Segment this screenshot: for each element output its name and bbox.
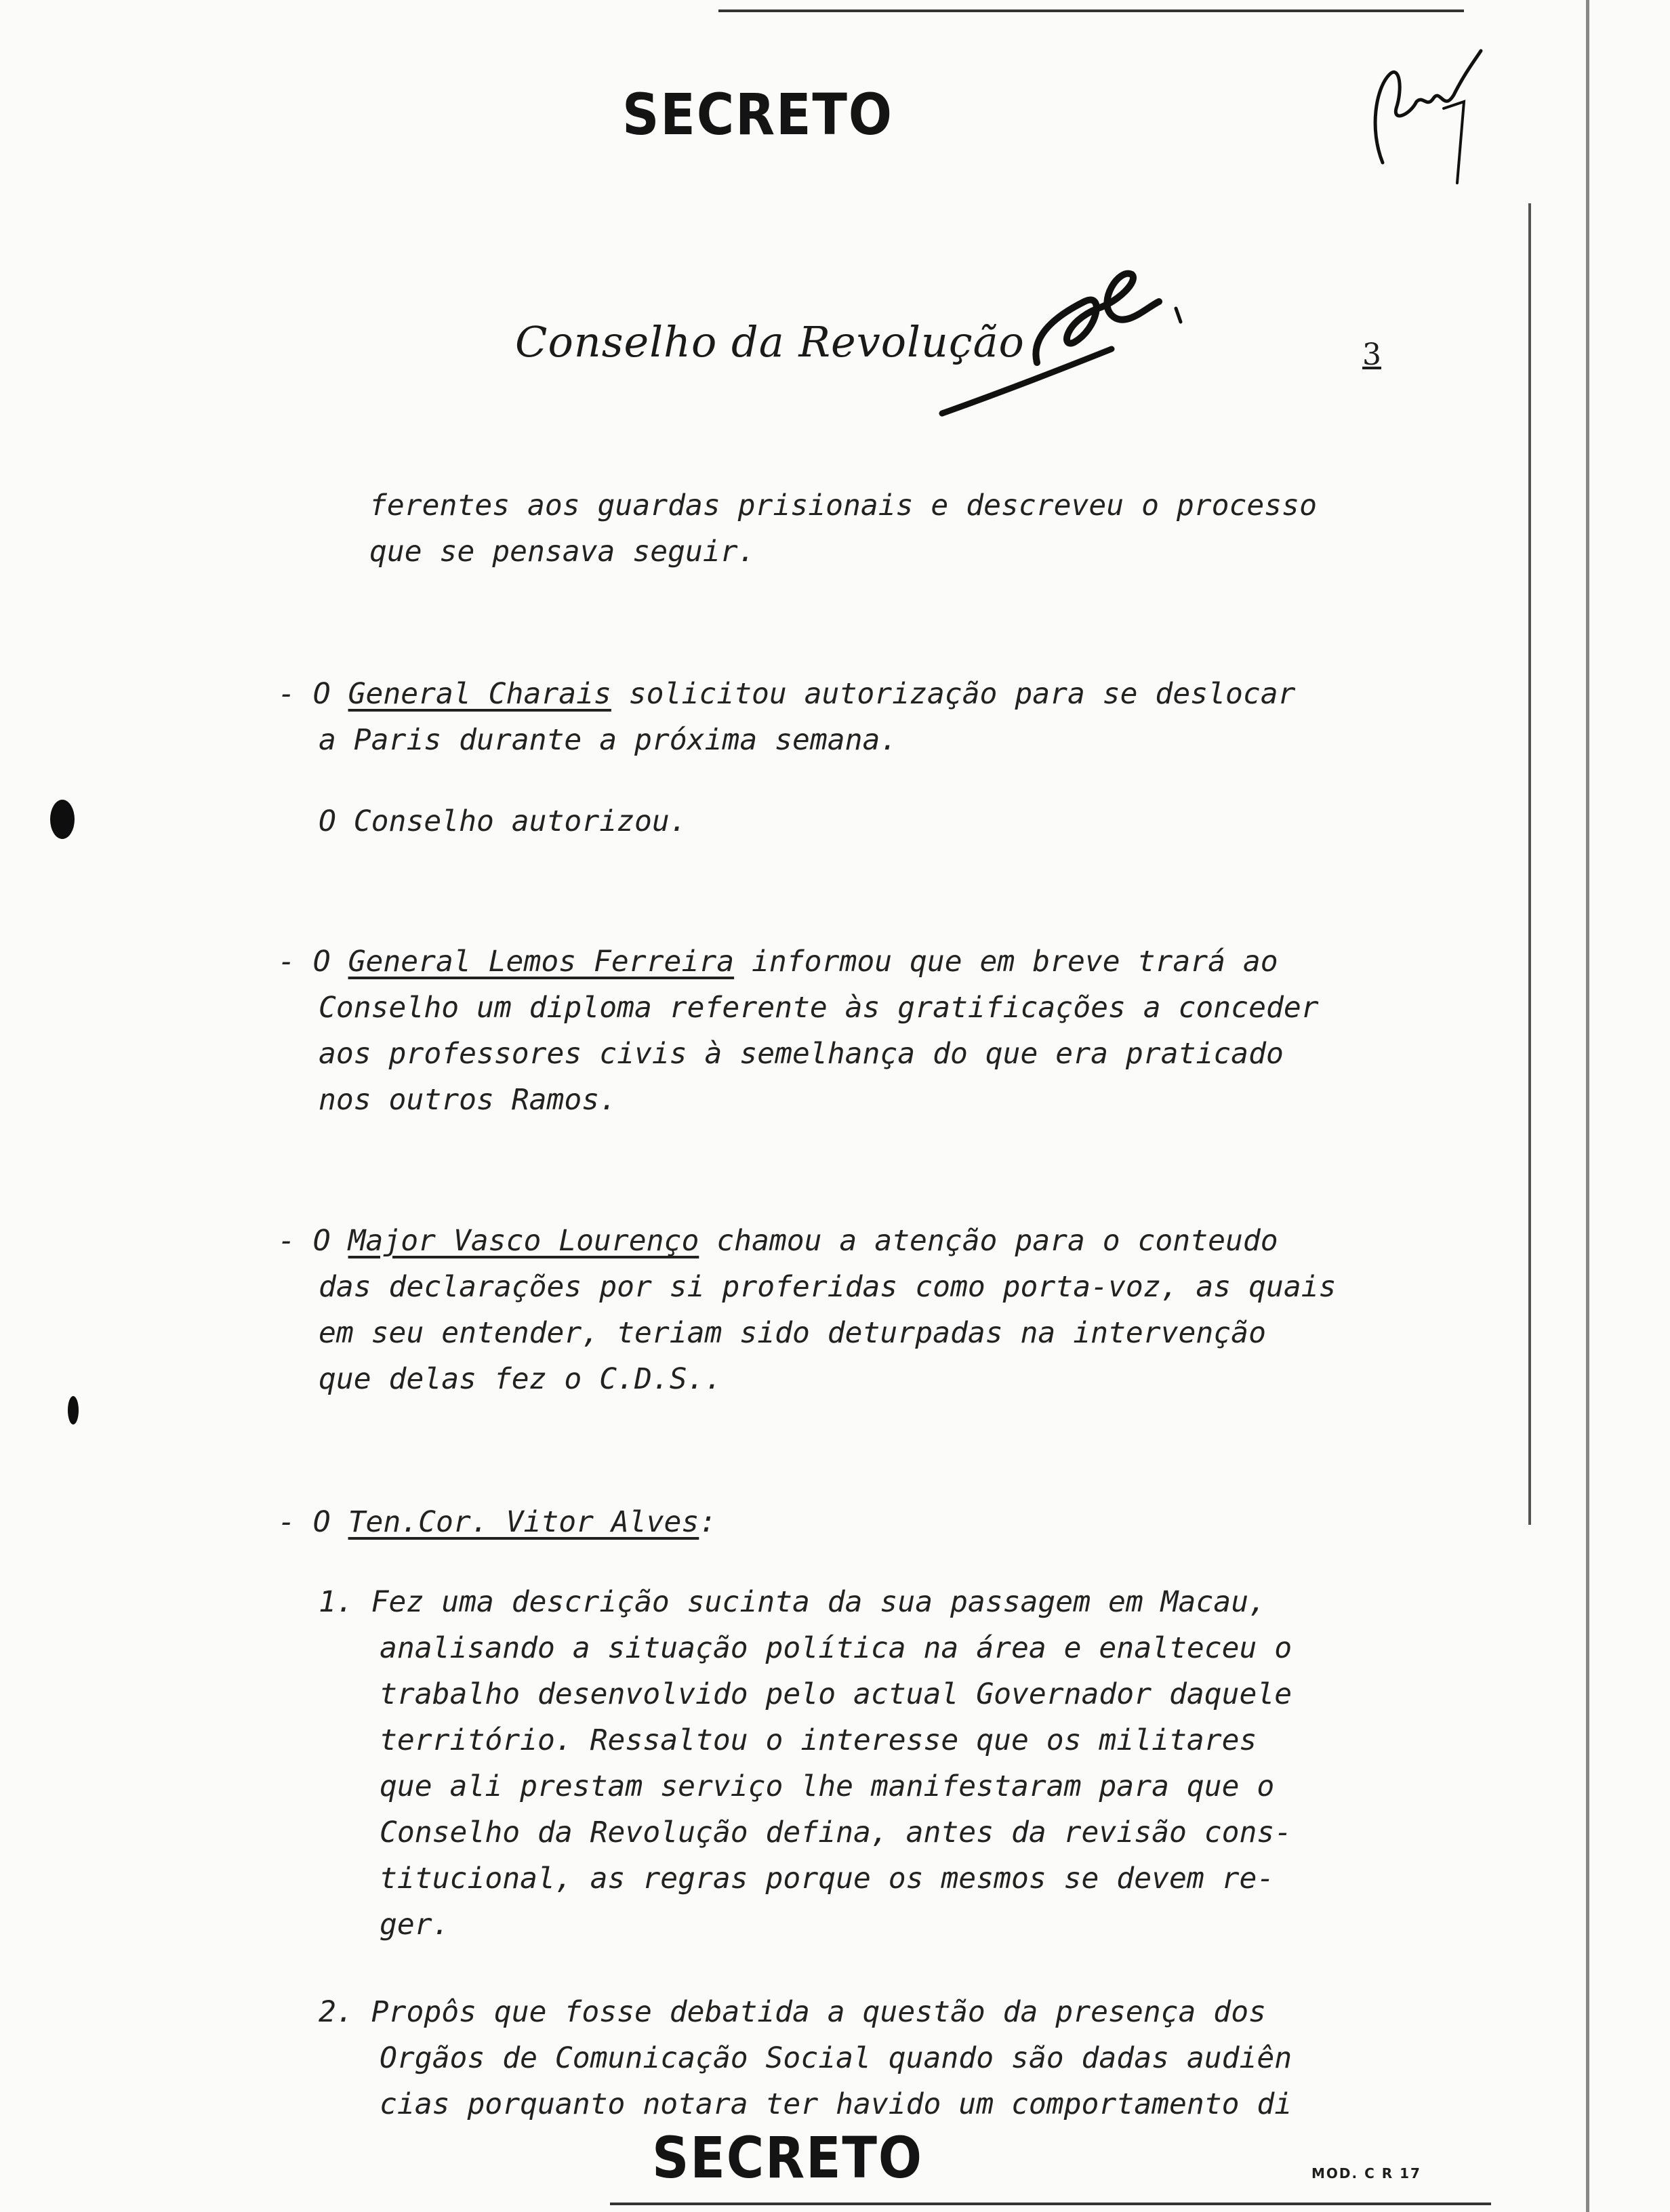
text-line: território. Ressaltou o interesse que os militares (380, 1723, 1257, 1757)
agenda-item-vitor-alves (278, 1499, 716, 1545)
agenda-item-charais (278, 671, 1296, 844)
text-line: Conselho um diploma referente às gratificações a conceder (319, 991, 1319, 1025)
speaker-name: General Charais (348, 677, 611, 711)
intro-paragraph (369, 483, 1317, 575)
page-margin-line (1528, 203, 1531, 1525)
text-line: a Paris durante a próxima semana. (319, 723, 898, 757)
point-number: 2. (319, 1995, 354, 2029)
punch-hole-mark (68, 1396, 79, 1425)
item-bullet: - O (278, 677, 331, 711)
item-bullet: - O (278, 945, 331, 979)
text-line: nos outros Ramos. (319, 1083, 617, 1117)
text-line: ferentes aos guardas prisionais e descreveu o processo (369, 489, 1317, 523)
name-colon: : (699, 1505, 717, 1539)
text-line: titucional, as regras porque os mesmos se devem re- (380, 1862, 1275, 1896)
text-line: solicitou autorização para se deslocar (628, 677, 1296, 711)
signature-scribble (935, 261, 1193, 426)
point-number: 1. (319, 1585, 354, 1619)
speaker-name: Ten.Cor. Vitor Alves (348, 1505, 699, 1539)
text-line: que ali prestam serviço lhe manifestaram para que o (380, 1769, 1275, 1803)
text-line: analisando a situação política na área e enalteceu o (380, 1631, 1292, 1665)
classification-stamp-top: SECRETO (622, 81, 893, 148)
text-line: cias porquanto notara ter havido um comportamento di (380, 2087, 1292, 2121)
agenda-item-vasco-lourenco (278, 1218, 1337, 1402)
speaker-name: Major Vasco Lourenço (348, 1224, 699, 1258)
text-line: chamou a atenção para o conteudo (716, 1224, 1278, 1258)
text-line: das declarações por si proferidas como porta-voz, as quais (319, 1270, 1337, 1304)
text-line: trabalho desenvolvido pelo actual Governador daquele (380, 1677, 1292, 1711)
text-line: Fez uma descrição sucinta da sua passagem em Macau, (371, 1585, 1266, 1619)
classification-stamp-bottom: SECRETO (652, 2125, 923, 2191)
text-line: Propôs que fosse debatida a questão da presença dos (371, 1995, 1266, 2029)
text-line: ger. (380, 1908, 450, 1942)
text-line: Orgãos de Comunicação Social quando são dadas audiên (380, 2041, 1292, 2075)
text-line: que se pensava seguir. (369, 535, 756, 569)
punch-hole-mark (50, 800, 75, 839)
handwritten-initials (1362, 47, 1491, 199)
scan-bottom-edge (610, 2203, 1491, 2205)
speaker-name: General Lemos Ferreira (348, 945, 735, 979)
text-line: informou que em breve trará ao (752, 945, 1278, 979)
item-bullet: - O (278, 1505, 331, 1539)
numbered-point-1 (319, 1579, 1292, 1948)
text-line: Conselho da Revolução defina, antes da revisão cons- (380, 1816, 1292, 1849)
agenda-item-lemos-ferreira (278, 939, 1319, 1123)
form-code: MOD. C R 17 (1311, 2165, 1421, 2182)
letterhead-title: Conselho da Revolução (515, 317, 1025, 367)
text-line: que delas fez o C.D.S.. (319, 1362, 722, 1396)
numbered-point-2 (319, 1989, 1292, 2127)
scan-top-edge (718, 9, 1464, 12)
scan-right-edge (1586, 0, 1589, 2212)
text-line: aos professores civis à semelhança do que era praticado (319, 1037, 1284, 1071)
text-line: em seu entender, teriam sido deturpadas na intervenção (319, 1316, 1266, 1350)
item-bullet: - O (278, 1224, 331, 1258)
page-number: 3 (1362, 337, 1381, 372)
decision-note: O Conselho autorizou. (319, 804, 687, 838)
